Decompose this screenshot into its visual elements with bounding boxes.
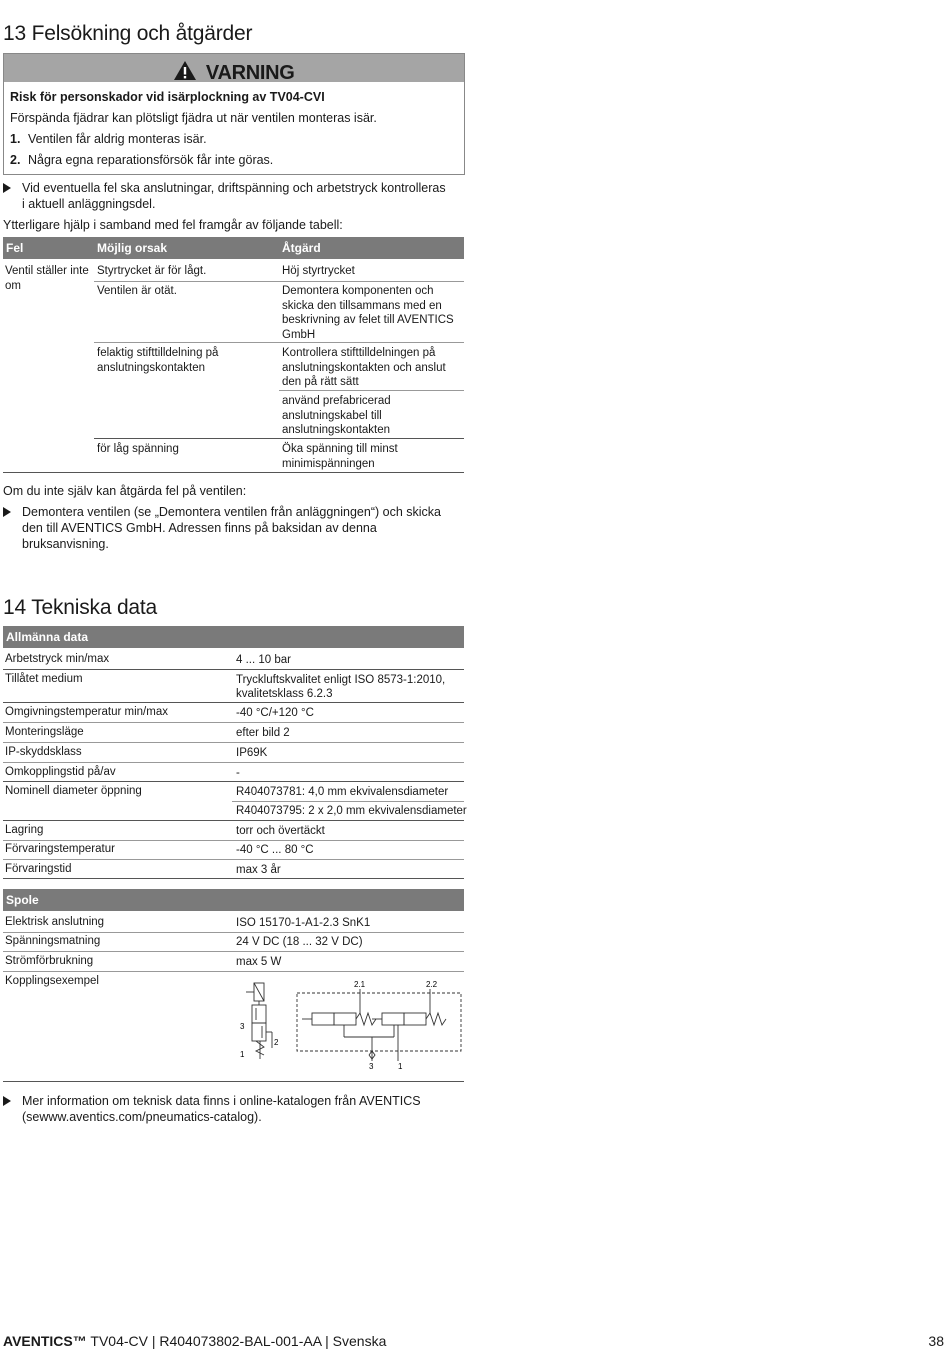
spec-value: Tryckluftskvalitet enligt ISO 8573-1:2010, kvalitetsklass 6.2.3 bbox=[236, 674, 446, 700]
circuit-example-diagram bbox=[232, 975, 464, 1075]
row-divider bbox=[3, 932, 464, 933]
footer-text: TV04-CV | R404073802-BAL-001-AA | Svenska bbox=[86, 1333, 387, 1349]
spec-label: Strömförbrukning bbox=[5, 955, 94, 967]
footer-brand: AVENTICS™ bbox=[3, 1333, 87, 1349]
remedy-1: Höj styrtrycket bbox=[282, 265, 355, 277]
row-divider bbox=[94, 438, 464, 439]
spec-value: 4 ... 10 bar bbox=[236, 654, 291, 666]
warning-label: VARNING bbox=[205, 62, 295, 84]
bullet-check-line1: Vid eventuella fel ska anslutningar, driftspänning och arbetstryck kontrolleras bbox=[22, 181, 446, 195]
cause-5: för låg spänning bbox=[97, 443, 179, 455]
col-atgard: Åtgärd bbox=[282, 241, 321, 255]
spec-label: Omkopplingstid på/av bbox=[5, 766, 116, 778]
spec-value: -40 °C ... 80 °C bbox=[236, 844, 314, 856]
remedy-5: Öka spänning till minst minimispänningen bbox=[282, 443, 398, 470]
spec-value: torr och övertäckt bbox=[236, 825, 325, 837]
spec-label: Monteringsläge bbox=[5, 726, 84, 738]
spec-value: max 3 år bbox=[236, 864, 281, 876]
bullet-catalog: Mer information om teknisk data finns i online-katalogen från AVENTICS (sewww.aventics.com/pneumatics-catalog). bbox=[22, 1094, 421, 1124]
row-divider bbox=[232, 801, 464, 802]
warning-item-2: 2. Några egna reparationsförsök får inte göras. bbox=[10, 153, 274, 167]
table-intro: Ytterligare hjälp i samband med fel framgår av följande tabell: bbox=[3, 218, 343, 232]
fault-table-header bbox=[3, 237, 464, 259]
spec-label: Lagring bbox=[5, 824, 44, 836]
spec-label: Förvaringstemperatur bbox=[5, 843, 115, 855]
spec-label: IP-skyddsklass bbox=[5, 746, 82, 758]
warning-box bbox=[3, 53, 465, 175]
row-divider bbox=[94, 342, 464, 343]
warning-triangle-icon bbox=[173, 60, 197, 81]
remedy-2: Demontera komponenten och skicka den tillsammans med en beskrivning av felet till AVENTICS GmbH bbox=[282, 285, 454, 341]
bullet-arrow-icon bbox=[3, 1096, 11, 1106]
row-divider bbox=[3, 702, 464, 703]
footer bbox=[3, 1333, 386, 1349]
col-fel: Fel bbox=[6, 241, 24, 255]
spec-label: Elektrisk anslutning bbox=[5, 916, 105, 928]
warning-item-1: 1. Ventilen får aldrig monteras isär. bbox=[10, 132, 207, 146]
spec-value: efter bild 2 bbox=[236, 727, 290, 739]
fault-cell-line1: Ventil ställer inte bbox=[5, 265, 89, 277]
spec-value: R404073781: 4,0 mm ekvivalensdiameter bbox=[236, 786, 449, 798]
bullet-check-line2: i aktuell anläggningsdel. bbox=[22, 197, 156, 211]
row-divider bbox=[3, 762, 464, 763]
spec-label: Omgivningstemperatur min/max bbox=[5, 706, 168, 718]
spec-value: ISO 15170-1-A1-2.3 SnK1 bbox=[236, 917, 371, 929]
spec-value: -40 °C/+120 °C bbox=[236, 707, 314, 719]
section-13-title: 13 Felsökning och åtgärder bbox=[3, 22, 253, 45]
spec-label: Förvaringstid bbox=[5, 863, 72, 875]
spec-label: Arbetstryck min/max bbox=[5, 653, 110, 665]
spec-value: 24 V DC (18 ... 32 V DC) bbox=[236, 936, 363, 948]
table-bottom-line bbox=[3, 472, 464, 473]
spec-label: Spänningsmatning bbox=[5, 935, 101, 947]
remedy-4: använd prefabricerad anslutningskabel till anslutningskontakten bbox=[282, 395, 391, 436]
row-divider bbox=[3, 859, 464, 860]
diagram-port-2: 2 bbox=[274, 1038, 279, 1047]
row-divider bbox=[3, 951, 464, 952]
warning-text: Förspända fjädrar kan plötsligt fjädra ut när ventilen monteras isär. bbox=[10, 111, 377, 125]
after-table-text: Om du inte själv kan åtgärda fel på ventilen: bbox=[3, 484, 247, 498]
row-divider bbox=[3, 820, 464, 821]
diagram-port-1b: 1 bbox=[398, 1062, 403, 1071]
fault-cell-line2: om bbox=[5, 280, 21, 292]
cause-1: Styrtrycket är för lågt. bbox=[97, 265, 207, 277]
general-data-header: Allmänna data bbox=[3, 626, 464, 648]
row-divider bbox=[279, 390, 464, 391]
bullet-arrow-icon bbox=[3, 183, 11, 193]
warning-header bbox=[4, 54, 464, 82]
row-divider bbox=[3, 878, 464, 879]
spec-label: Nominell diameter öppning bbox=[5, 785, 142, 797]
spec-value: - bbox=[236, 767, 240, 779]
cause-3: felaktig stifttilldelning på anslutningskontakten bbox=[97, 347, 219, 374]
spec-label: Kopplingsexempel bbox=[5, 975, 99, 987]
spec-label: Tillåtet medium bbox=[5, 673, 83, 685]
bullet-arrow-icon bbox=[3, 507, 11, 517]
row-divider bbox=[3, 742, 464, 743]
remedy-3: Kontrollera stifttilldelningen på anslutningskontakten och anslut den på rätt sätt bbox=[282, 347, 446, 388]
diagram-port-3: 3 bbox=[240, 1022, 245, 1031]
diagram-port-1: 1 bbox=[240, 1050, 245, 1059]
diagram-port-2-1: 2.1 bbox=[354, 980, 366, 989]
page-number: 38 bbox=[928, 1333, 944, 1349]
row-divider bbox=[94, 281, 464, 282]
warning-headline: Risk för personskador vid isärplockning av TV04-CVI bbox=[10, 90, 325, 104]
row-divider bbox=[3, 781, 464, 782]
row-divider bbox=[3, 669, 464, 670]
spec-value: R404073795: 2 x 2,0 mm ekvivalensdiameter bbox=[236, 805, 467, 817]
spec-value: IP69K bbox=[236, 747, 268, 759]
section-14-title: 14 Tekniska data bbox=[3, 596, 158, 619]
row-divider bbox=[3, 971, 464, 972]
bullet-demontera: Demontera ventilen (se „Demontera ventilen från anläggningen“) och skicka den till AVENTICS GmbH. Adressen finns på baksidan av denna bruksanvisning. bbox=[22, 505, 441, 551]
row-divider bbox=[3, 840, 464, 841]
table-bottom-line bbox=[3, 1081, 464, 1082]
col-orsak: Möjlig orsak bbox=[97, 241, 168, 255]
row-divider bbox=[3, 722, 464, 723]
cause-2: Ventilen är otät. bbox=[97, 285, 177, 297]
spec-value: max 5 W bbox=[236, 956, 282, 968]
spole-header: Spole bbox=[3, 889, 464, 911]
diagram-port-3b: 3 bbox=[369, 1062, 374, 1071]
diagram-port-2-2: 2.2 bbox=[426, 980, 438, 989]
